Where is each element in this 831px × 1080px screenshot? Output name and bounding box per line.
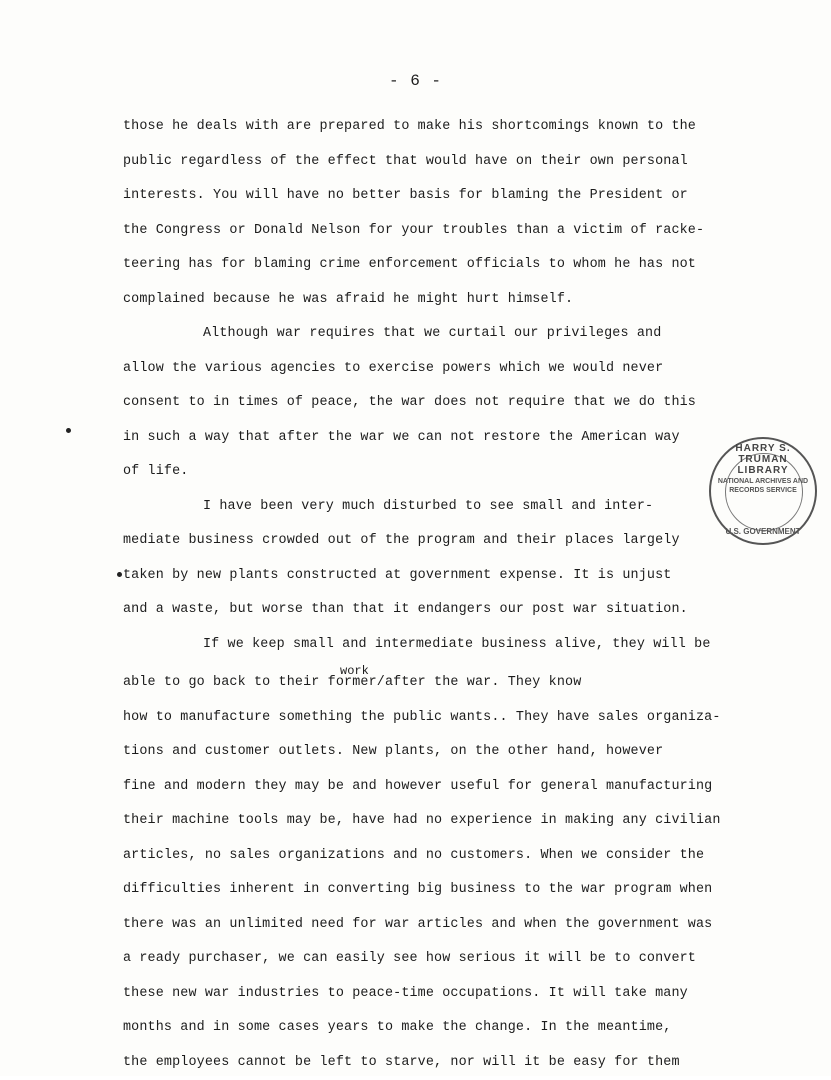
insertion-word: work xyxy=(340,664,369,678)
text-line: allow the various agencies to exercise powers which we would never xyxy=(123,352,723,387)
text-line: mediate business crowded out of the program and their places largely xyxy=(123,524,723,559)
text-line: complained because he was afraid he might hurt himself. xyxy=(123,283,723,318)
text-line: these new war industries to peace-time occupations. It will take many xyxy=(123,977,723,1012)
text-line: consent to in times of peace, the war does not require that we do this xyxy=(123,386,723,421)
paragraph-start-line: Although war requires that we curtail our privileges and xyxy=(123,317,723,352)
text-line: of life. xyxy=(123,455,723,490)
text-line: and a waste, but worse than that it endangers our post war situation. xyxy=(123,593,723,628)
text-line: teering has for blaming crime enforcement officials to whom he has not xyxy=(123,248,723,283)
text-line: their machine tools may be, have had no experience in making any civilian xyxy=(123,804,723,839)
page-number: - 6 - xyxy=(0,72,831,90)
stamp-bottom-text: U.S. GOVERNMENT xyxy=(711,527,815,536)
text-line: articles, no sales organizations and no customers. When we consider the xyxy=(123,839,723,874)
text-line: difficulties inherent in converting big business to the war program when xyxy=(123,873,723,908)
paragraph-start-line: If we keep small and intermediate business alive, they will be xyxy=(123,628,723,663)
text-line: interests. You will have no better basis for blaming the President or xyxy=(123,179,723,214)
stamp-center-text: NATIONAL ARCHIVES AND RECORDS SERVICE xyxy=(711,477,815,495)
text-line: public regardless of the effect that would have on their own personal xyxy=(123,145,723,180)
text-line: a ready purchaser, we can easily see how serious it will be to convert xyxy=(123,942,723,977)
paragraph-start-line: I have been very much disturbed to see small and inter- xyxy=(123,490,723,525)
text-line: tions and customer outlets. New plants, on the other hand, however xyxy=(123,735,723,770)
stamp-ring-text: HARRY S. TRUMAN LIBRARY xyxy=(711,443,815,476)
body-text xyxy=(123,110,723,1080)
text-line: able to go back to their former/after the war. They know xyxy=(123,666,723,701)
text-line: there was an unlimited need for war articles and when the government was xyxy=(123,908,723,943)
text-line: how to manufacture something the public wants.. They have sales organiza- xyxy=(123,701,723,736)
text-line: fine and modern they may be and however useful for general manufacturing xyxy=(123,770,723,805)
text-line: months and in some cases years to make the change. In the meantime, xyxy=(123,1011,723,1046)
margin-mark xyxy=(117,572,122,577)
margin-mark xyxy=(66,428,71,433)
text-line: in such a way that after the war we can not restore the American way xyxy=(123,421,723,456)
archive-stamp xyxy=(709,437,817,545)
text-line: the employees cannot be left to starve, nor will it be easy for them xyxy=(123,1046,723,1080)
text-line: those he deals with are prepared to make his shortcomings known to the xyxy=(123,110,723,145)
text-line: the Congress or Donald Nelson for your troubles than a victim of racke- xyxy=(123,214,723,249)
text-line: taken by new plants constructed at government expense. It is unjust xyxy=(123,559,723,594)
